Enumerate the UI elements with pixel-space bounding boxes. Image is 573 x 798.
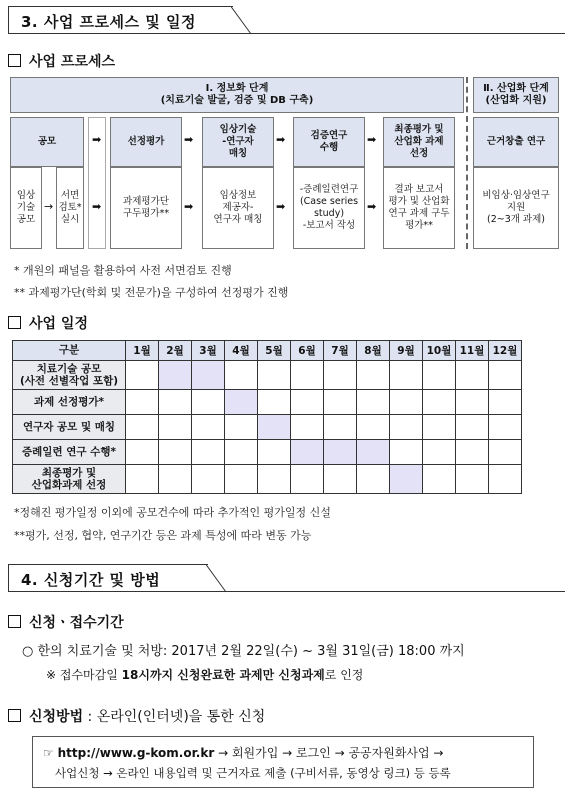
schedule-row-label: 연구자 공모 및 매칭 [13,415,126,440]
schedule-cell [357,361,390,390]
process-note-1: * 개원의 패널을 활용하여 사전 서면검토 진행 [14,264,232,277]
schedule-cell [192,390,225,415]
header-cell: 1월 [126,341,159,361]
header-cell: 7월 [324,341,357,361]
schedule-heading: 사업 일정 [8,313,88,333]
steps-line-1: → 회원가입 → 로그인 → 공공자원화사업 → [214,746,444,760]
arrow-right-icon: → [44,200,54,213]
schedule-cell [357,390,390,415]
arrow-right-icon: ➡ [184,200,194,213]
schedule-cell [126,415,159,440]
col-matching-body: 임상정보 제공자- 연구자 매칭 [202,167,274,249]
period-line: ○ 한의 치료기술 및 처방: 2017년 2월 22일(수) ~ 3월 31일(금) 18:00 까지 [22,644,465,659]
schedule-cell [126,440,159,465]
col-research-head: 검증연구 수행 [293,117,365,167]
schedule-cell-active [192,361,225,390]
schedule-note-1: *정해진 평가일정 이외에 공모건수에 따라 추가적인 평가일정 신설 [14,506,331,519]
schedule-cell [390,361,423,390]
section-3-title: 3. 사업 프로세스 및 일정 [21,13,196,31]
site-link[interactable]: http://www.g-kom.or.kr [57,746,215,760]
schedule-cell [456,465,489,494]
schedule-cell [291,415,324,440]
section-4-banner [8,564,208,592]
schedule-cell [159,415,192,440]
schedule-cell [225,361,258,390]
schedule-cell [258,361,291,390]
schedule-row [13,465,522,494]
col-selection-head: 선정평가 [110,117,182,167]
schedule-cell [456,361,489,390]
schedule-cell-active [324,440,357,465]
checkbox-icon [8,316,21,329]
schedule-cell [324,465,357,494]
checkbox-icon [8,615,21,628]
schedule-cell [159,390,192,415]
header-cell: 6월 [291,341,324,361]
arrow-right-icon: ➡ [184,133,194,146]
section-4-title: 4. 신청기간 및 방법 [21,571,161,589]
schedule-cell [456,415,489,440]
schedule-cell [423,415,456,440]
col-recruit-body-a: 임상 기술 공모 [10,167,42,249]
schedule-cell [423,390,456,415]
col-final-body: 결과 보고서 평가 및 산업화 연구 과제 구두 평가** [383,167,455,249]
checkbox-icon [8,709,21,722]
schedule-note-2: **평가, 선정, 협약, 연구기간 등은 과제 특성에 따라 변동 가능 [14,529,312,542]
schedule-cell [489,390,522,415]
col-evidence-head: 근거창출 연구 [473,117,559,167]
stage-divider [466,77,468,249]
header-cell: 11월 [456,341,489,361]
schedule-cell [258,390,291,415]
arrow-right-icon: ➡ [92,133,102,146]
schedule-cell [225,465,258,494]
schedule-cell [126,390,159,415]
schedule-cell [159,440,192,465]
schedule-cell [126,361,159,390]
schedule-cell-active [291,440,324,465]
schedule-cell [324,361,357,390]
col-selection-body: 과제평가단 구두평가** [110,167,182,249]
process-heading: 사업 프로세스 [8,51,115,71]
schedule-cell [291,390,324,415]
schedule-cell [390,390,423,415]
schedule-cell [258,465,291,494]
method-box [32,736,534,788]
header-cell: 3월 [192,341,225,361]
schedule-cell [489,415,522,440]
schedule-cell [456,390,489,415]
schedule-cell [357,465,390,494]
schedule-cell [225,440,258,465]
col-final-head: 최종평가 및 산업화 과제 선정 [383,117,455,167]
header-cell: 2월 [159,341,192,361]
schedule-cell [192,415,225,440]
schedule-cell [291,361,324,390]
checkbox-icon [8,54,21,67]
arrow-right-icon: ➡ [367,133,377,146]
schedule-cell [192,440,225,465]
schedule-table [12,340,522,494]
col-recruit-body-b: 서면 검토* 실시 [56,167,84,249]
schedule-cell [192,465,225,494]
schedule-cell [357,415,390,440]
header-cell: 9월 [390,341,423,361]
schedule-row [13,390,522,415]
stage2-header: Ⅱ. 산업화 단계 (산업화 지원) [473,77,559,113]
steps-line-2: 사업신청 → 온라인 내용입력 및 근거자료 제출 (구비서류, 동영상 링크) 등 등록 [55,766,451,780]
period-heading: 신청ㆍ접수기간 [8,612,124,632]
section-3-banner [8,6,233,34]
schedule-cell [126,465,159,494]
schedule-header-row [13,341,522,361]
schedule-row-label: 과제 선정평가* [13,390,126,415]
process-note-2: ** 과제평가단(학회 및 전문가)을 구성하여 선정평가 진행 [14,286,289,299]
section-4-underline [8,591,565,592]
schedule-cell [258,440,291,465]
method-heading: 신청방법 : 온라인(인터넷)을 통한 신청 [8,706,265,726]
schedule-cell [489,440,522,465]
schedule-cell [423,465,456,494]
schedule-row-label: 최종평가 및 산업화과제 선정 [13,465,126,494]
schedule-cell [390,415,423,440]
schedule-row-label: 치료기술 공모 (사전 선별작업 포함) [13,361,126,390]
schedule-row [13,440,522,465]
section-3-underline [8,33,565,34]
pointer-icon: ☞ [43,746,54,760]
schedule-row-label: 증례일련 연구 수행* [13,440,126,465]
header-cell: 5월 [258,341,291,361]
schedule-cell [423,361,456,390]
schedule-cell [489,361,522,390]
schedule-row [13,361,522,390]
banner-slant [206,564,228,593]
header-cell: 10월 [423,341,456,361]
col-recruit-head: 공모 [10,117,84,167]
banner-slant [231,6,253,35]
schedule-cell [324,415,357,440]
arrow-right-icon: ➡ [276,133,286,146]
arrow-right-icon: ➡ [276,200,286,213]
period-note: ※ 접수마감일 18시까지 신청완료한 과제만 신청과제로 인정 [46,668,364,682]
col-matching-head: 임상기술 -연구자 매칭 [202,117,274,167]
schedule-cell-active [225,390,258,415]
schedule-cell-active [159,361,192,390]
schedule-cell [291,465,324,494]
col-evidence-body: 비임상·임상연구 지원 (2~3개 과제) [473,167,559,249]
col-research-body: -증례일련연구 (Case series study) -보고서 작성 [293,167,365,249]
schedule-cell [225,415,258,440]
schedule-cell-active [258,415,291,440]
header-cell: 12월 [489,341,522,361]
stage1-header: Ⅰ. 정보화 단계 (치료기술 발굴, 검증 및 DB 구축) [10,77,464,113]
schedule-row [13,415,522,440]
schedule-cell [456,440,489,465]
header-cell: 8월 [357,341,390,361]
schedule-cell-active [390,465,423,494]
arrow-right-icon: ➡ [92,200,102,213]
schedule-cell [390,440,423,465]
arrow-right-icon: ➡ [367,200,377,213]
header-cell: 구분 [13,341,126,361]
schedule-cell [159,465,192,494]
header-cell: 4월 [225,341,258,361]
schedule-cell [489,465,522,494]
schedule-cell [423,440,456,465]
schedule-cell-active [357,440,390,465]
schedule-cell [324,390,357,415]
